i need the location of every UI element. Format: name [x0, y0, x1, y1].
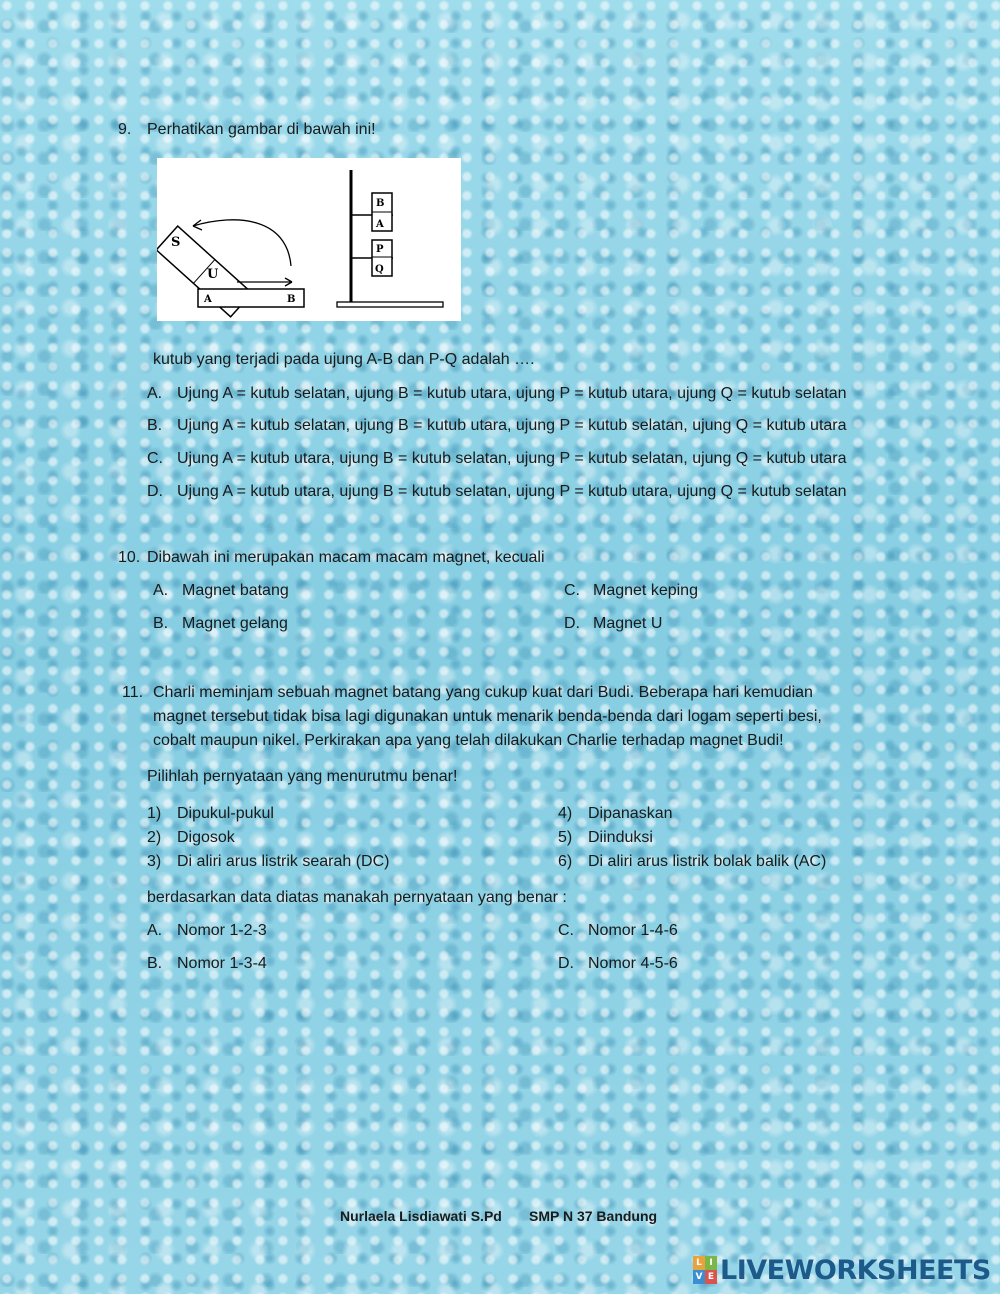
q9-option-letter: B. — [147, 417, 163, 434]
q9-option-text[interactable]: Ujung A = kutub utara, ujung B = kutub selatan, ujung P = kutub utara, ujung Q = kutub selatan — [177, 483, 847, 500]
q11-instruction: Pilihlah pernyataan yang menurutmu benar! — [147, 768, 458, 785]
q10-number: 10. — [118, 549, 141, 566]
q9-option-text[interactable]: Ujung A = kutub selatan, ujung B = kutub utara, ujung P = kutub utara, ujung Q = kutub selatan — [177, 385, 847, 402]
label-a: A — [204, 294, 212, 305]
q11-option-text[interactable]: Nomor 1-3-4 — [177, 955, 267, 972]
label-b: B — [287, 294, 296, 305]
magnet-figure — [157, 158, 461, 321]
logo-text: LIVEWORKSHEETS — [720, 1254, 991, 1286]
q10-option-letter: C. — [564, 582, 580, 599]
q11-statement-num: 1) — [147, 805, 162, 822]
q11-statement-text: Di aliri arus listrik searah (DC) — [177, 853, 390, 870]
q11-line: cobalt maupun nikel. Perkirakan apa yang telah dilakukan Charlie terhadap magnet Budi! — [153, 732, 784, 749]
q11-option-text[interactable]: Nomor 1-4-6 — [588, 922, 678, 939]
q11-follow-up: berdasarkan data diatas manakah pernyataan yang benar : — [147, 889, 567, 906]
q10-option-letter: A. — [153, 582, 169, 599]
label-q: Q — [375, 264, 384, 275]
liveworksheets-icon: L I V E — [693, 1256, 717, 1284]
q10-option-letter: D. — [564, 615, 580, 632]
q9-option-text[interactable]: Ujung A = kutub selatan, ujung B = kutub utara, ujung P = kutub selatan, ujung Q = kutub utara — [177, 417, 847, 434]
footer-school: SMP N 37 Bandung — [529, 1208, 658, 1224]
q11-statement-num: 4) — [558, 805, 573, 822]
q11-statement-text: Digosok — [177, 829, 235, 846]
magnet-diagram — [157, 158, 461, 321]
q9-option-letter: C. — [147, 450, 163, 467]
footer-author: Nurlaela Lisdiawati S.Pd — [340, 1208, 502, 1224]
q9-question: kutub yang terjadi pada ujung A-B dan P-Q adalah …. — [153, 351, 535, 368]
q11-line: magnet tersebut tidak bisa lagi digunakan untuk menarik benda-benda dari logam seperti besi, — [153, 708, 822, 725]
q9-prompt: Perhatikan gambar di bawah ini! — [147, 121, 376, 138]
q10-option-text[interactable]: Magnet keping — [593, 582, 698, 599]
q11-statement-num: 3) — [147, 853, 162, 870]
q11-option-letter: C. — [558, 922, 574, 939]
q10-prompt: Dibawah ini merupakan macam macam magnet, kecuali — [147, 549, 545, 566]
q11-line: Charli meminjam sebuah magnet batang yang cukup kuat dari Budi. Beberapa hari kemudian — [153, 684, 813, 701]
stand-base — [337, 302, 443, 307]
q10-option-text[interactable]: Magnet batang — [182, 582, 289, 599]
q9-number: 9. — [118, 121, 132, 138]
q11-option-letter: D. — [558, 955, 574, 972]
q11-option-text[interactable]: Nomor 1-2-3 — [177, 922, 267, 939]
q11-statement-num: 2) — [147, 829, 162, 846]
liveworksheets-logo[interactable] — [693, 1253, 991, 1287]
label-a2: A — [376, 219, 384, 230]
q9-option-text[interactable]: Ujung A = kutub utara, ujung B = kutub selatan, ujung P = kutub selatan, ujung Q = kutub utara — [177, 450, 847, 467]
q11-statement-text: Diinduksi — [588, 829, 653, 846]
label-p: P — [376, 244, 384, 255]
q11-statement-text: Dipanaskan — [588, 805, 673, 822]
label-s: S — [171, 235, 181, 250]
q10-option-text[interactable]: Magnet gelang — [182, 615, 288, 632]
q11-statement-num: 6) — [558, 853, 573, 870]
q11-option-letter: A. — [147, 922, 163, 939]
q11-statement-num: 5) — [558, 829, 573, 846]
label-b2: B — [376, 198, 385, 209]
q9-option-letter: A. — [147, 385, 163, 402]
q11-statement-text: Di aliri arus listrik bolak balik (AC) — [588, 853, 827, 870]
q11-number: 11. — [122, 684, 144, 701]
q10-option-text[interactable]: Magnet U — [593, 615, 663, 632]
q11-statement-text: Dipukul-pukul — [177, 805, 274, 822]
label-u: U — [207, 267, 219, 282]
q11-option-text[interactable]: Nomor 4-5-6 — [588, 955, 678, 972]
q10-option-letter: B. — [153, 615, 169, 632]
q11-option-letter: B. — [147, 955, 163, 972]
q9-option-letter: D. — [147, 483, 163, 500]
